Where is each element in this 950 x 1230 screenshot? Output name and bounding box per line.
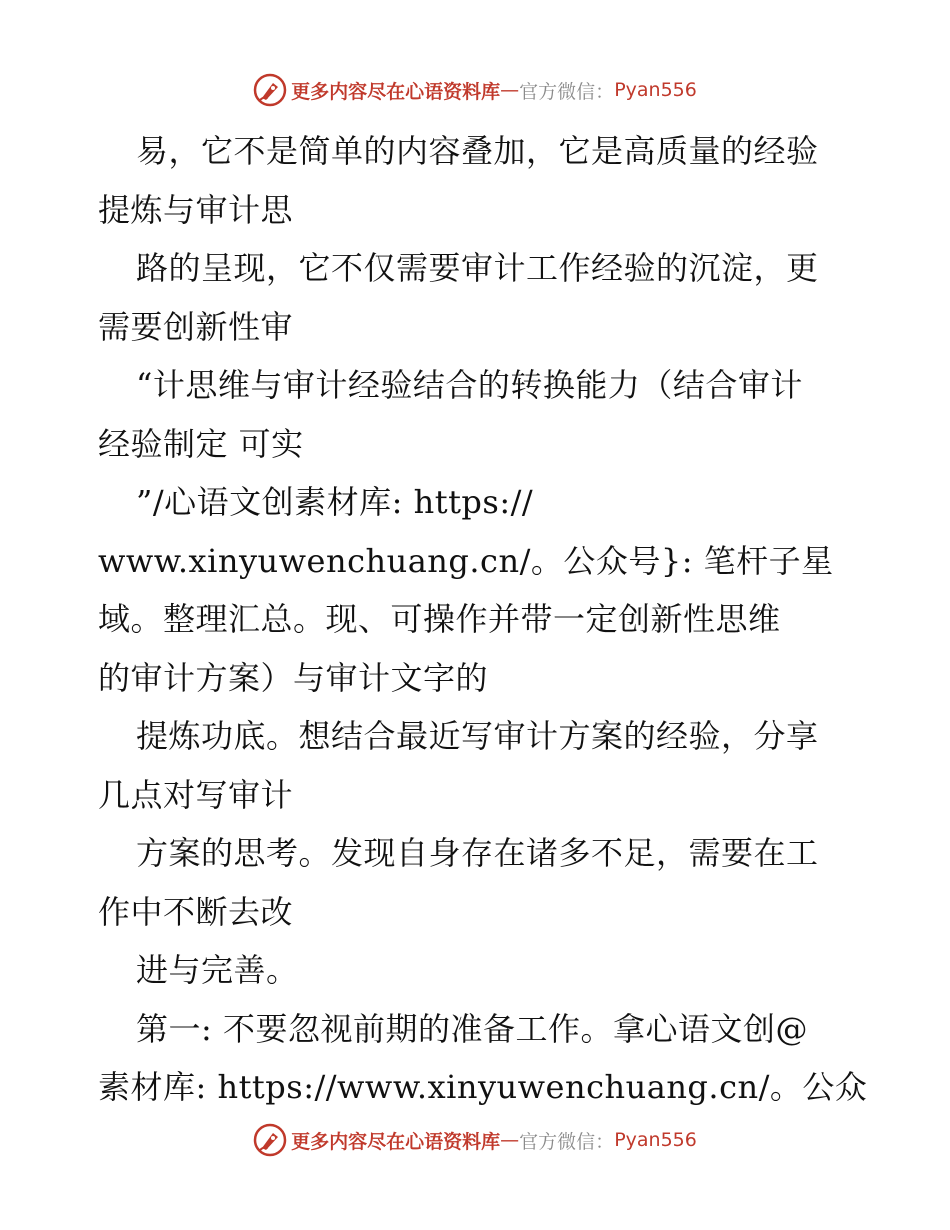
body-line: 几点对写审计 xyxy=(98,775,294,814)
body-line: 方案的思考。发现自身存在诸多不足，需要在工 xyxy=(136,834,819,872)
footer-watermark xyxy=(0,1122,950,1158)
watermark-contact-label: 官方微信： xyxy=(519,1130,615,1153)
header-watermark xyxy=(0,72,950,108)
pen-nib-circle-icon xyxy=(253,1123,287,1157)
body-line: 第一: 不要忽视前期的准备工作。拿心语文创@ xyxy=(136,1009,808,1048)
body-line: 的审计方案）与审计文字的 xyxy=(98,658,489,697)
body-line: 经验制定 可实 xyxy=(98,424,304,463)
watermark-dash: — xyxy=(500,1129,520,1151)
body-line: 提炼与审计思 xyxy=(98,190,294,229)
body-line: 易，它不是简单的内容叠加，它是高质量的经验 xyxy=(136,132,819,170)
body-line: 需要创新性审 xyxy=(98,307,294,346)
body-line: “计思维与审计经验结合的转换能力（结合审计 xyxy=(136,366,803,404)
body-line: ”/心语文创素材库: https:// xyxy=(136,483,534,521)
watermark-brand-text: 更多内容尽在心语资料库 xyxy=(291,80,501,103)
body-line: 作中不断去改 xyxy=(98,892,294,931)
watermark-brand-text: 更多内容尽在心语资料库 xyxy=(291,1130,501,1153)
body-line: www.xinyuwenchuang.cn/。公众号}: 笔杆子星 xyxy=(98,541,834,580)
document-body xyxy=(98,122,868,1117)
watermark-contact-id: Pyan556 xyxy=(614,79,697,101)
body-line: 域。整理汇总。现、可操作并带一定创新性思维 xyxy=(98,600,781,638)
body-line: 素材库: https://www.xinyuwenchuang.cn/。公众 xyxy=(98,1068,868,1106)
watermark-contact-id: Pyan556 xyxy=(614,1129,697,1151)
pen-nib-circle-icon xyxy=(253,73,287,107)
watermark-dash: — xyxy=(500,79,520,101)
watermark-contact-label: 官方微信： xyxy=(519,80,615,103)
body-line: 提炼功底。想结合最近写审计方案的经验，分享 xyxy=(136,717,819,755)
body-line: 进与完善。 xyxy=(136,951,299,989)
body-line: 路的呈现，它不仅需要审计工作经验的沉淀，更 xyxy=(136,249,819,287)
